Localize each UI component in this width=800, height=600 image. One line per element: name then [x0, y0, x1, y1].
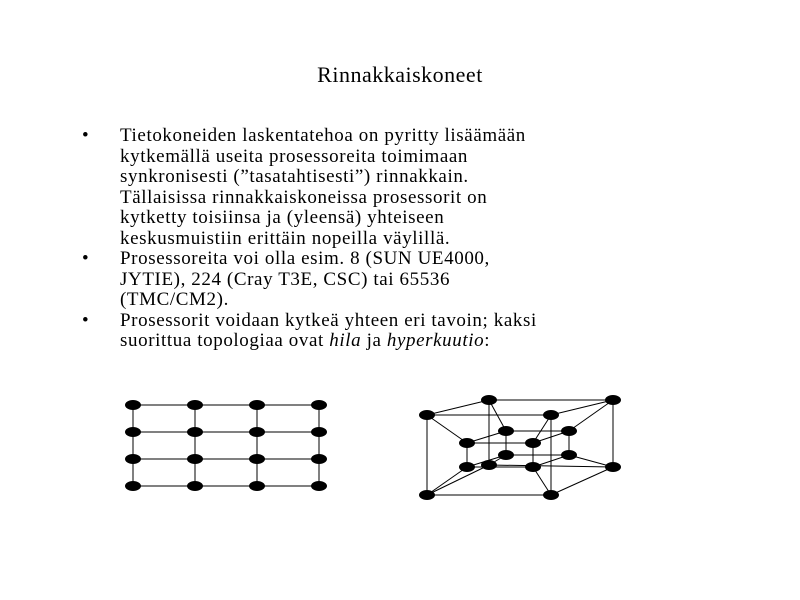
bullet-icon: • — [82, 248, 90, 269]
grid-node — [311, 400, 327, 410]
hypercube-node — [419, 490, 435, 500]
bullet-3-suffix: : — [484, 330, 491, 351]
hypercube-node — [481, 460, 497, 470]
term-grid: hila — [329, 330, 362, 351]
bullet-1-line-6: keskusmuistiin erittäin nopeilla väylillä. — [120, 227, 451, 249]
grid-node — [311, 427, 327, 437]
bullet-2-line-2: JYTIE), 224 (Cray T3E, CSC) tai 65536 — [120, 268, 451, 290]
hypercube-outer-edge — [427, 465, 489, 495]
hypercube-node — [561, 450, 577, 460]
hypercube-outer-edge — [427, 400, 489, 415]
bullet-icon: • — [82, 125, 90, 146]
grid-node — [311, 454, 327, 464]
topology-figures — [100, 385, 660, 515]
grid-node — [249, 400, 265, 410]
bullet-1-line-4: Tällaisissa rinnakkaiskoneissa prosessorit on — [120, 186, 488, 208]
hypercube-diagram — [419, 395, 621, 500]
hypercube-node — [543, 410, 559, 420]
grid-node — [125, 454, 141, 464]
grid-node — [249, 427, 265, 437]
hypercube-node — [498, 426, 514, 436]
slide-title: Rinnakkaiskoneet — [317, 62, 483, 87]
bullet-1-line-1: Tietokoneiden laskentatehoa on pyritty lisäämään — [120, 125, 526, 146]
bullet-2-line-1: Prosessoreita voi olla esim. 8 (SUN UE4000, — [120, 248, 490, 269]
bullet-2-line-3: (TMC/CM2). — [120, 289, 229, 310]
bullet-item-2 — [76, 249, 766, 311]
hypercube-node — [525, 438, 541, 448]
hypercube-node — [419, 410, 435, 420]
hypercube-node — [498, 450, 514, 460]
grid-node — [187, 454, 203, 464]
grid-node — [249, 454, 265, 464]
grid-node — [187, 481, 203, 491]
term-hypercube: hyperkuutio — [386, 330, 485, 351]
hypercube-node — [459, 438, 475, 448]
bullet-1-line-5: kytketty toisiinsa ja (yleensä) yhteiseen — [120, 207, 445, 228]
hypercube-node — [605, 395, 621, 405]
hypercube-node — [481, 395, 497, 405]
hypercube-node — [561, 426, 577, 436]
hypercube-link-edge — [569, 400, 613, 431]
bullet-icon: • — [82, 309, 90, 331]
bullet-3-conj: ja — [361, 330, 387, 351]
bullet-1-line-2: kytkemällä useita prosessoreita toimimaan — [120, 145, 469, 167]
grid-node — [187, 400, 203, 410]
hypercube-node — [605, 462, 621, 472]
bullet-item-1 — [76, 126, 766, 249]
hypercube-node — [525, 462, 541, 472]
hypercube-outer-edge — [551, 467, 613, 495]
bullet-3-line-1: Prosessorit voidaan kytkeä yhteen eri tavoin; kaksi — [120, 309, 537, 331]
grid-diagram — [125, 400, 327, 491]
hypercube-node — [543, 490, 559, 500]
bullet-3-prefix: suorittua topologiaa ovat — [120, 330, 330, 351]
bullet-list — [76, 126, 766, 352]
grid-node — [187, 427, 203, 437]
grid-node — [125, 481, 141, 491]
grid-node — [311, 481, 327, 491]
hypercube-link-edge — [427, 415, 467, 443]
grid-node — [249, 481, 265, 491]
hypercube-link-edge — [427, 467, 467, 495]
hypercube-outer-edge — [551, 400, 613, 415]
bullet-item-3 — [76, 311, 766, 352]
grid-node — [125, 400, 141, 410]
bullet-3-line-2 — [120, 331, 766, 352]
bullet-1-line-3: synkronisesti (”tasatahtisesti”) rinnakkain. — [120, 166, 469, 187]
hypercube-node — [459, 462, 475, 472]
grid-node — [125, 427, 141, 437]
